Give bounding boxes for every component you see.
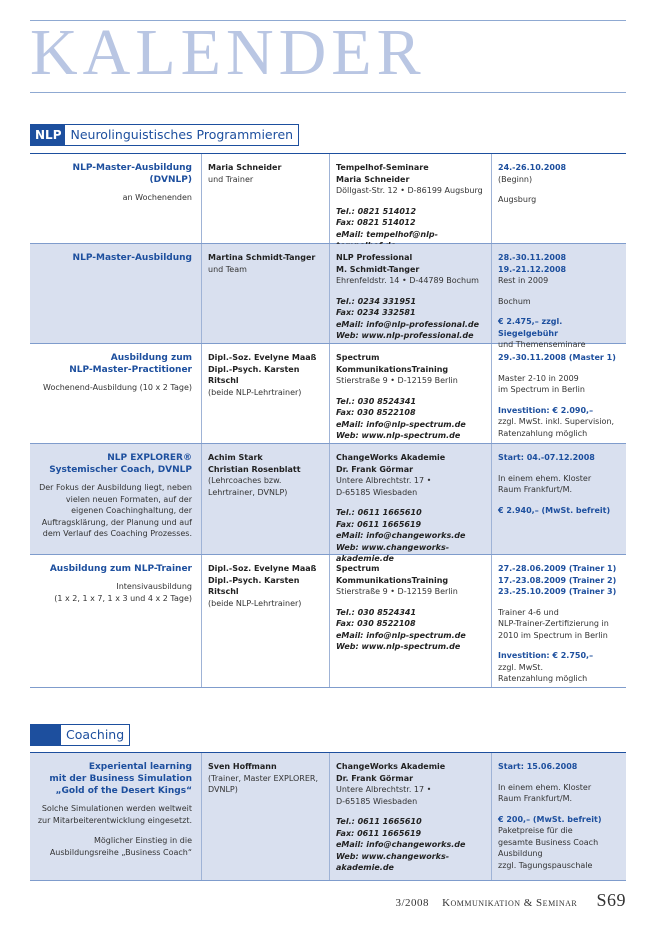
course-title: NLP EXPLORER® [107, 453, 192, 463]
schedule-line: gesamte Business Coach [498, 837, 599, 847]
address-line: D-65185 Wiesbaden [336, 796, 418, 806]
trainer-cell [202, 555, 328, 687]
organizer-name: ChangeWorks Akademie [336, 762, 446, 771]
masthead-rule [30, 92, 626, 93]
table-row [30, 555, 626, 688]
spacer [336, 197, 484, 206]
trainer-name: Achim Stark [208, 453, 263, 462]
spacer [336, 807, 484, 816]
schedule-line [498, 185, 620, 194]
section-title: Coaching [61, 725, 129, 745]
schedule-line: 24.-26.10.2008 [498, 163, 567, 172]
course-title: „Gold of the Desert Kings“ [55, 786, 192, 796]
schedule-line: 27.-28.06.2009 (Trainer 1) [498, 564, 617, 573]
course-note: dem Verlauf des Coaching Prozesses. [42, 529, 192, 538]
issue-number: 3/2008 [395, 897, 430, 909]
course-title: NLP-Master-Practitioner [69, 365, 192, 375]
schedule-line: 23.-25.10.2009 (Trainer 3) [498, 587, 617, 596]
schedule-line: Investition: € 2.750,– [498, 651, 594, 660]
trainer-name: Dipl.-Soz. Evelyne Maaß [208, 353, 317, 362]
schedule-line: Raum Frankfurt/M. [498, 485, 573, 494]
address-line: Stierstraße 9 • D-12159 Berlin [336, 587, 458, 596]
course-title: Systemischer Coach, DVNLP [49, 465, 192, 475]
schedule-line: Augsburg [498, 195, 537, 204]
trainer-name: DVNLP) [208, 785, 238, 794]
organizer-name: NLP Professional [336, 253, 413, 262]
spacer [336, 387, 484, 396]
schedule-line [498, 364, 620, 373]
date-price-cell [492, 444, 626, 554]
date-price-cell [492, 154, 626, 243]
contact-cell [330, 244, 490, 343]
course-title: mit der Business Simulation [49, 774, 192, 784]
trainer-cell [202, 244, 328, 343]
course-title: (DVNLP) [149, 175, 192, 185]
schedule-line [498, 773, 620, 782]
table-row [30, 344, 626, 444]
spacer [336, 498, 484, 507]
address-line: Ehrenfeldstr. 14 • D-44789 Bochum [336, 276, 479, 285]
course-cell [30, 444, 200, 554]
fax-number: Fax: 0821 514012 [336, 218, 416, 227]
schedule-line: zzgl. Tagungspauschale [498, 860, 593, 870]
phone-number: Tel.: 030 8524341 [336, 396, 417, 406]
schedule-line: Master 2-10 in 2009 [498, 373, 579, 383]
date-price-cell [492, 244, 626, 349]
email-link[interactable]: eMail: info@nlp-spectrum.de [336, 419, 466, 429]
address-line: Untere Albrechtstr. 17 • [336, 785, 432, 794]
course-note: Auftragsklärung, der Planung und auf [41, 517, 192, 527]
schedule-line: Trainer 4-6 und [498, 607, 559, 617]
trainer-cell [202, 444, 328, 554]
schedule-line [498, 496, 620, 505]
trainer-cell [202, 753, 328, 880]
section-header-coaching [30, 724, 130, 746]
address-line: D-65185 Wiesbaden [336, 487, 418, 497]
course-note: (1 x 2, 1 x 7, 1 x 3 und 4 x 2 Tage) [54, 593, 192, 603]
organizer-name: Spectrum KommunikationsTraining [336, 353, 449, 374]
date-price-cell [492, 344, 626, 443]
schedule-line: Ratenzahlung möglich [498, 428, 588, 438]
schedule-line [498, 464, 620, 473]
course-title: Ausbildung zum [110, 353, 192, 363]
web-link[interactable]: Web: www.nlp-spectrum.de [336, 431, 461, 440]
address-line: Untere Albrechtstr. 17 • [336, 476, 432, 485]
fax-number: Fax: 0611 1665619 [336, 828, 422, 838]
course-note: Ausbildungsreihe „Business Coach“ [49, 847, 192, 857]
schedule-line: € 2.475,– zzgl. Siegelgebühr [498, 317, 563, 338]
schedule-line: Raum Frankfurt/M. [498, 794, 573, 803]
contact-cell [330, 555, 490, 687]
trainer-name: (Trainer, Master EXPLORER, [208, 773, 319, 783]
section-header-nlp [30, 124, 299, 146]
trainer-cell [202, 154, 328, 243]
course-note: Intensivausbildung [116, 582, 192, 591]
web-link[interactable]: Web: www.changeworks-akademie.de [336, 542, 450, 563]
fax-number: Fax: 0234 332581 [336, 308, 416, 317]
trainer-name: Sven Hoffmann [208, 762, 277, 771]
trainer-name: Martina Schmidt-Tanger [208, 253, 316, 262]
course-cell [30, 753, 200, 880]
address-line: Stierstraße 9 • D-12159 Berlin [336, 376, 458, 385]
table-row [30, 154, 626, 244]
course-note: Der Fokus der Ausbildung liegt, neben [39, 483, 192, 492]
schedule-line [498, 307, 620, 316]
organizer-name: Spectrum KommunikationsTraining [336, 564, 449, 585]
page-footer [396, 890, 627, 911]
trainer-name: und Trainer [208, 174, 254, 184]
trainer-name: Dipl.-Psych. Karsten Ritschl [208, 575, 300, 596]
phone-number: Tel.: 030 8524341 [336, 607, 417, 617]
phone-number: Tel.: 0611 1665610 [336, 817, 422, 826]
course-note: an Wochenenden [122, 193, 192, 202]
page-number: S69 [596, 890, 626, 910]
phone-number: Tel.: 0611 1665610 [336, 508, 422, 517]
course-cell [30, 154, 200, 243]
contact-cell [330, 753, 490, 880]
schedule-line: und Themenseminare [498, 340, 586, 349]
trainer-name: Dipl.-Soz. Evelyne Maaß [208, 564, 317, 573]
trainer-name: Maria Schneider [208, 163, 282, 172]
contact-cell [330, 444, 490, 563]
course-note: Möglicher Einstieg in die [93, 836, 192, 845]
schedule-line: € 200,– (MwSt. befreit) [498, 814, 602, 824]
email-link[interactable]: eMail: tempelhof@nlp- [336, 229, 438, 239]
schedule-line [498, 805, 620, 814]
course-cell [30, 244, 200, 343]
schedule-line [498, 396, 620, 405]
contact-person: M. Schmidt-Tanger [336, 264, 420, 274]
course-note: Wochenend-Ausbildung (10 x 2 Tage) [43, 383, 192, 392]
course-note: vielen neuen Formaten, auf der [65, 494, 192, 504]
course-note [36, 826, 192, 835]
schedule-line: Bochum [498, 296, 531, 306]
organizer-name: ChangeWorks Akademie [336, 453, 446, 462]
masthead-title: KALENDER [30, 16, 426, 89]
table-row [30, 753, 626, 881]
table-row [30, 444, 626, 563]
schedule-line: 28.-30.11.2008 [498, 253, 567, 262]
schedule-line: 2010 im Spectrum in Berlin [498, 630, 608, 640]
table-row [30, 244, 626, 349]
course-cell [30, 555, 200, 687]
email-link[interactable]: eMail: info@changeworks.de [336, 531, 466, 540]
email-link[interactable]: eMail: info@changeworks.de [336, 840, 466, 849]
schedule-line [498, 598, 620, 607]
schedule-line: In einem ehem. Kloster [498, 782, 592, 792]
schedule-line: 17.-23.08.2009 (Trainer 2) [498, 575, 617, 585]
web-link[interactable]: Web: www.nlp-professional.de [336, 331, 474, 340]
schedule-line: zzgl. MwSt. [498, 662, 543, 672]
spacer [336, 287, 484, 296]
course-title: NLP-Master-Ausbildung [72, 163, 192, 173]
schedule-line: 19.-21.12.2008 [498, 264, 567, 274]
schedule-line [498, 287, 620, 296]
phone-number: Tel.: 0234 331951 [336, 296, 417, 306]
course-title: NLP-Master-Ausbildung [72, 253, 192, 263]
course-note: Solche Simulationen werden weltweit [41, 804, 192, 813]
trainer-cell [202, 344, 328, 443]
web-link[interactable]: Web: www.nlp-spectrum.de [336, 642, 461, 651]
email-link[interactable]: eMail: info@nlp-professional.de [336, 319, 480, 329]
fax-number: Fax: 030 8522108 [336, 408, 416, 417]
schedule-line: zzgl. MwSt. inkl. Supervision, [498, 417, 615, 426]
schedule-line [498, 641, 620, 650]
trainer-name: Christian Rosenblatt [208, 464, 301, 474]
contact-cell [330, 154, 490, 243]
course-note: zur Mitarbeiterentwicklung eingesetzt. [37, 815, 192, 825]
schedule-line: Paketpreise für die [498, 826, 573, 835]
email-link[interactable]: eMail: info@nlp-spectrum.de [336, 630, 466, 640]
trainer-name: und Team [208, 264, 247, 274]
section-tag: NLP [31, 125, 65, 145]
schedule-line: (Beginn) [498, 174, 533, 184]
trainer-name: Dipl.-Psych. Karsten Ritschl [208, 364, 300, 385]
date-price-cell [492, 555, 626, 687]
schedule-line: Ratenzahlung möglich [498, 674, 588, 683]
schedule-line: Start: 15.06.2008 [498, 762, 578, 771]
trainer-name: (Lehrcoaches bzw. [208, 476, 282, 485]
schedule-line: Start: 04.-07.12.2008 [498, 453, 595, 462]
schedule-line: Investition: € 2.090,– [498, 405, 594, 415]
fax-number: Fax: 0611 1665619 [336, 519, 422, 529]
course-title: Experiental learning [88, 762, 192, 772]
schedule-line: In einem ehem. Kloster [498, 473, 592, 483]
web-link[interactable]: Web: www.changeworks-akademie.de [336, 851, 450, 872]
schedule-line: € 2.940,– (MwSt. befreit) [498, 505, 611, 515]
trainer-name: Lehrtrainer, DVNLP) [208, 487, 288, 497]
schedule-line: 29.-30.11.2008 (Master 1) [498, 353, 616, 362]
contact-cell [330, 344, 490, 443]
contact-person: Dr. Frank Görmar [336, 464, 414, 474]
section-bar [30, 724, 60, 746]
section-title: Neurolinguistisches Programmieren [65, 125, 298, 145]
schedule-line: NLP-Trainer-Zertifizierung in [498, 619, 609, 628]
course-cell [30, 344, 200, 443]
magazine-name: Kommunikation & Seminar [442, 897, 578, 909]
date-price-cell [492, 753, 626, 880]
contact-person: Dr. Frank Görmar [336, 773, 414, 783]
course-title: Ausbildung zum NLP-Trainer [49, 564, 192, 574]
fax-number: Fax: 030 8522108 [336, 619, 416, 628]
spacer [336, 598, 484, 607]
schedule-line: im Spectrum in Berlin [498, 385, 585, 394]
trainer-name: (beide NLP-Lehrtrainer) [208, 387, 302, 397]
schedule-line: Ausbildung [498, 849, 543, 858]
phone-number: Tel.: 0821 514012 [336, 206, 417, 216]
trainer-name: (beide NLP-Lehrtrainer) [208, 598, 302, 608]
contact-person: Maria Schneider [336, 174, 410, 184]
organizer-name: Tempelhof-Seminare [336, 163, 429, 172]
schedule-line: Rest in 2009 [498, 276, 549, 285]
address-line: Döllgast-Str. 12 • D-86199 Augsburg [336, 186, 483, 195]
course-note: eigenen Coachinghaltung, der [71, 506, 192, 515]
